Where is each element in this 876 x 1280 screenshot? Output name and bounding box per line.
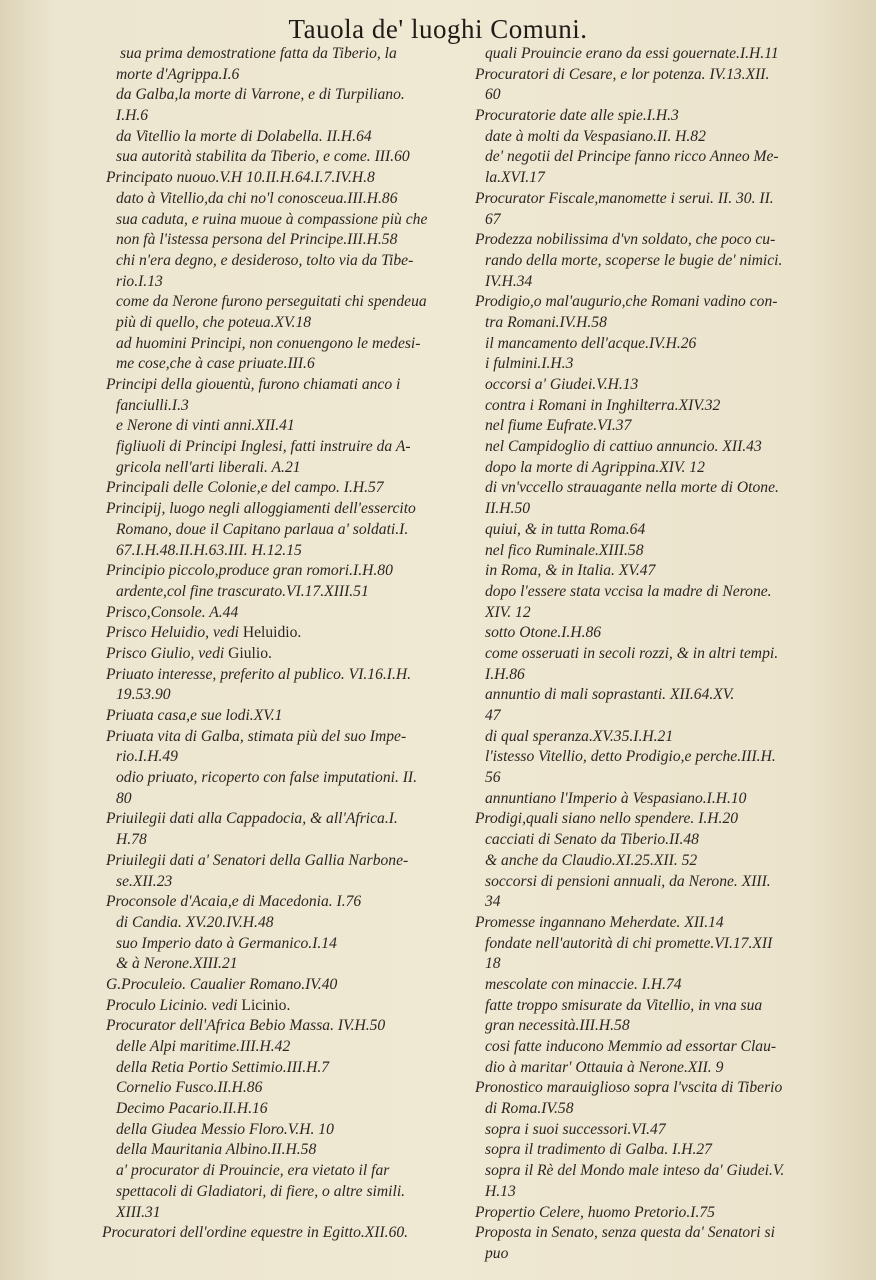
- index-entry-line: de' negotii del Principe fanno ricco Anneo Me-: [485, 148, 779, 166]
- index-entry-line: sua caduta, e ruina muoue à compassione più che: [116, 210, 428, 228]
- index-entry-line: annuntiano l'Imperio à Vespasiano.I.H.10: [485, 789, 747, 807]
- index-entry-line: Prisco Heluidio, vedi Heluidio.: [106, 624, 302, 642]
- index-entry-line: IV.H.34: [485, 272, 533, 290]
- index-entry-line: ardente,col fine trascurato.VI.17.XIII.51: [116, 582, 369, 600]
- right-index-column: [475, 44, 827, 1265]
- index-entry-line: il mancamento dell'acque.IV.H.26: [485, 334, 697, 352]
- index-entry-line: annuntio di mali soprastanti. XII.64.XV.: [485, 686, 735, 704]
- index-entry-line: rio.I.13: [116, 272, 163, 290]
- index-entry-line: nel Campidoglio di cattiuo annuncio. XII.43: [485, 438, 762, 456]
- index-entry-line: 80: [116, 789, 132, 807]
- index-entry-line: nel fiume Eufrate.VI.37: [485, 417, 632, 435]
- index-entry-line: 19.53.90: [116, 686, 171, 704]
- index-entry-line: Procurator dell'Africa Bebio Massa. IV.H.50: [106, 1017, 386, 1035]
- index-entry-line: la.XVI.17: [485, 169, 545, 187]
- index-entry-line: Proculo Licinio. vedi Licinio.: [106, 996, 291, 1014]
- index-entry-line: della Mauritania Albino.II.H.58: [116, 1141, 317, 1159]
- index-entry-line: di Roma.IV.58: [485, 1100, 574, 1118]
- left-index-column: [102, 44, 468, 1244]
- index-entry-line: Decimo Pacario.II.H.16: [116, 1100, 268, 1118]
- index-entry-line: se.XII.23: [116, 872, 173, 890]
- index-entry-line: dopo l'essere stata vccisa la madre di Nerone.: [485, 582, 772, 600]
- index-entry-line: della Giudea Messio Floro.V.H. 10: [116, 1120, 334, 1138]
- page-title: Tauola de' luoghi Comuni.: [288, 14, 588, 44]
- index-entry-line: odio priuato, ricoperto con false imputationi. II.: [116, 769, 418, 787]
- index-entry-line: chi n'era degno, e desideroso, tolto via da Tibe-: [116, 251, 414, 269]
- index-entry-line: 34: [485, 893, 501, 911]
- index-entry-line: fanciulli.I.3: [116, 396, 189, 414]
- index-entry-line: 67.I.H.48.II.H.63.III. H.12.15: [116, 541, 302, 559]
- index-entry-line: Proposta in Senato, senza questa da' Senatori si: [475, 1224, 775, 1242]
- index-entry-line: & anche da Claudio.XI.25.XII. 52: [485, 851, 698, 869]
- index-entry-line: sopra il tradimento di Galba. I.H.27: [485, 1141, 712, 1159]
- index-entry-line: Prodigi,quali siano nello spendere. I.H.20: [475, 810, 739, 828]
- index-entry-line: Priuata vita di Galba, stimata più del suo Impe-: [106, 727, 407, 745]
- index-entry-line: sopra il Rè del Mondo male inteso da' Giudei.V.: [485, 1162, 785, 1180]
- index-entry-line: Prisco,Console. A.44: [106, 603, 239, 621]
- index-entry-line: Prodigio,o mal'augurio,che Romani vadino con-: [475, 293, 778, 311]
- index-entry-line: I.H.86: [485, 665, 525, 683]
- cross-reference: Licinio.: [241, 996, 291, 1014]
- index-entry-line: dopo la morte di Agrippina.XIV. 12: [485, 458, 705, 476]
- index-entry-line: da Galba,la morte di Varrone, e di Turpiliano.: [116, 86, 405, 104]
- index-entry-line: l'istesso Vitellio, detto Prodigio,e perche.III.H.: [485, 748, 776, 766]
- index-entry-line: Romano, doue il Capitano parlaua a' soldati.I.: [116, 520, 409, 538]
- index-entry-line: morte d'Agrippa.I.6: [116, 65, 240, 83]
- index-entry-line: H.78: [116, 831, 147, 849]
- index-entry-line: date à molti da Vespasiano.II. H.82: [485, 127, 706, 145]
- index-entry-line: Priuilegii dati a' Senatori della Gallia Narbone-: [106, 851, 409, 869]
- index-entry-line: rando della morte, scoperse le bugie de' nimici.: [485, 251, 783, 269]
- index-entry-line: I.H.6: [116, 107, 149, 125]
- index-entry-line: Principali delle Colonie,e del campo. I.H.57: [106, 479, 384, 497]
- index-entry-line: XIV. 12: [485, 603, 531, 621]
- index-entry-line: sua prima demostratione fatta da Tiberio, la: [120, 45, 397, 62]
- index-entry-line: cacciati di Senato da Tiberio.II.48: [485, 831, 699, 849]
- index-entry-line: ad huomini Principi, non conuengono le medesi-: [116, 334, 421, 352]
- index-entry-line: fatte troppo smisurate da Vitellio, in vna sua: [485, 996, 763, 1014]
- index-entry-line: quiui, & in tutta Roma.64: [485, 520, 646, 538]
- index-entry-line: Principi della giouentù, furono chiamati anco i: [106, 376, 401, 393]
- index-entry-line: Procurator Fiscale,manomette i serui. II. 30. II.: [475, 189, 774, 207]
- index-entry-line: soccorsi di pensioni annuali, da Nerone. XIII.: [485, 872, 771, 890]
- index-entry-line: come da Nerone furono perseguitati chi spendeua: [116, 293, 427, 311]
- index-entry-line: tra Romani.IV.H.58: [485, 313, 607, 331]
- index-entry-line: Proconsole d'Acaia,e di Macedonia. I.76: [106, 893, 362, 911]
- index-entry-line: spettacoli di Gladiatori, di fiere, o altre simili.: [116, 1182, 406, 1200]
- index-entry-line: puo: [485, 1244, 509, 1262]
- index-entry-line: in Roma, & in Italia. XV.47: [485, 562, 656, 580]
- cross-reference: Giulio.: [228, 644, 272, 662]
- index-entry-line: delle Alpi maritime.III.H.42: [116, 1038, 291, 1055]
- index-entry-line: e Nerone di vinti anni.XII.41: [116, 417, 295, 435]
- index-entry-line: Procuratori dell'ordine equestre in Egitto.XII.60.: [102, 1224, 409, 1242]
- index-entry-line: quali Prouincie erano da essi gouernate.I.H.11: [485, 45, 779, 62]
- index-entry-line: Prodezza nobilissima d'vn soldato, che poco cu-: [475, 231, 776, 249]
- index-entry-line: i fulmini.I.H.3: [485, 355, 574, 373]
- index-entry-line: Procuratori di Cesare, e lor potenza. IV.13.XII.: [475, 65, 770, 83]
- index-entry-line: nel fico Ruminale.XIII.58: [485, 541, 644, 559]
- index-entry-line: Priuata casa,e sue lodi.XV.1: [106, 707, 283, 724]
- index-entry-line: della Retia Portio Settimio.III.H.7: [116, 1058, 330, 1076]
- index-entry-line: sopra i suoi successori.VI.47: [485, 1120, 666, 1138]
- index-entry-line: di vn'vccello strauagante nella morte di Otone.: [485, 479, 779, 497]
- index-entry-line: Pronostico marauiglioso sopra l'vscita di Tiberio: [475, 1079, 783, 1097]
- index-entry-line: gran necessità.III.H.58: [485, 1017, 630, 1035]
- index-entry-line: H.13: [485, 1182, 516, 1200]
- index-entry-line: cosi fatte inducono Memmio ad essortar Clau-: [485, 1038, 777, 1055]
- index-entry-line: più di quello, che poteua.XV.18: [116, 313, 312, 331]
- index-entry-line: figliuoli di Principi Inglesi, fatti instruire da A-: [116, 438, 411, 456]
- index-entry-line: gricola nell'arti liberali. A.21: [116, 458, 301, 476]
- index-entry-line: occorsi a' Giudei.V.H.13: [485, 376, 639, 393]
- index-entry-line: rio.I.H.49: [116, 748, 178, 766]
- index-entry-line: Priuato interesse, preferito al publico. VI.16.I.H.: [106, 665, 412, 683]
- index-entry-line: 18: [485, 955, 501, 973]
- index-entry-line: 56: [485, 769, 501, 787]
- index-entry-line: Priuilegii dati alla Cappadocia, & all'Africa.I.: [106, 810, 398, 828]
- index-entry-line: Principato nuouo.V.H 10.II.H.64.I.7.IV.H.8: [106, 169, 375, 187]
- index-entry-line: II.H.50: [485, 500, 531, 518]
- index-entry-line: Procuratorie date alle spie.I.H.3: [475, 107, 679, 125]
- index-entry-line: fondate nell'autorità di chi promette.VI.17.XII: [485, 934, 773, 952]
- index-entry-line: suo Imperio dato à Germanico.I.14: [116, 934, 337, 952]
- index-entry-line: dio à maritar' Ottauia à Nerone.XII. 9: [485, 1058, 724, 1076]
- index-entry-line: come osseruati in secoli rozzi, & in altri tempi.: [485, 644, 779, 662]
- index-entry-line: & à Nerone.XIII.21: [116, 955, 238, 973]
- index-entry-line: dato à Vitellio,da chi no'l conosceua.III.H.86: [116, 189, 398, 207]
- index-entry-line: Propertio Celere, huomo Pretorio.I.75: [475, 1203, 715, 1221]
- cross-reference: Heluidio.: [242, 624, 302, 642]
- index-entry-line: mescolate con minaccie. I.H.74: [485, 975, 682, 993]
- index-entry-line: 47: [485, 707, 501, 724]
- index-entry-line: di qual speranza.XV.35.I.H.21: [485, 727, 674, 745]
- index-entry-line: non fà l'istessa persona del Principe.III.H.58: [116, 231, 398, 249]
- index-entry-line: 60: [485, 86, 501, 104]
- index-entry-line: Principij, luogo negli alloggiamenti dell'essercito: [106, 500, 416, 518]
- index-entry-line: Principio piccolo,produce gran romori.I.H.80: [106, 562, 393, 580]
- index-entry-line: contra i Romani in Inghilterra.XIV.32: [485, 396, 721, 414]
- index-entry-line: sotto Otone.I.H.86: [485, 624, 602, 642]
- index-entry-line: Prisco Giulio, vedi Giulio.: [106, 644, 272, 662]
- index-entry-line: sua autorità stabilita da Tiberio, e come. III.60: [116, 148, 410, 166]
- index-entry-line: Promesse ingannano Meherdate. XII.14: [475, 913, 724, 931]
- index-entry-line: a' procurator di Prouincie, era vietato il far: [116, 1162, 390, 1180]
- index-entry-line: di Candia. XV.20.IV.H.48: [116, 913, 274, 931]
- index-entry-line: XIII.31: [116, 1203, 161, 1221]
- index-entry-line: da Vitellio la morte di Dolabella. II.H.64: [116, 127, 372, 145]
- index-entry-line: me cose,che à case priuate.III.6: [116, 355, 315, 373]
- index-entry-line: G.Proculeio. Caualier Romano.IV.40: [106, 975, 338, 993]
- index-entry-line: 67: [485, 210, 501, 228]
- index-entry-line: Cornelio Fusco.II.H.86: [116, 1079, 263, 1097]
